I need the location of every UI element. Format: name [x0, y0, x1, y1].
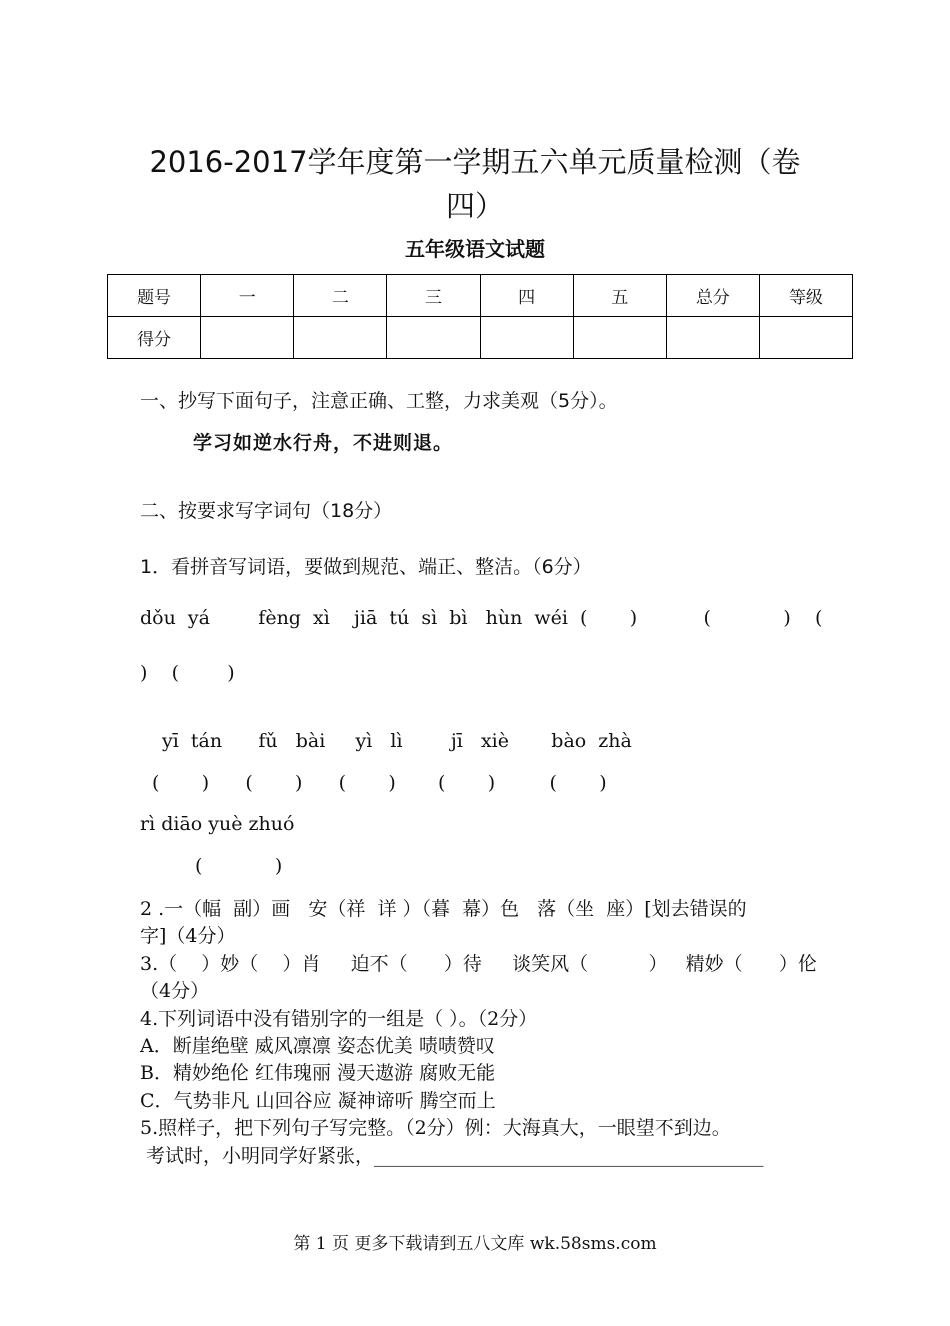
q1-row2-brackets[interactable]: ( ) ( ) ( ) ( ) ( ) [152, 772, 607, 794]
score-blank-cell[interactable] [201, 317, 294, 359]
score-blank-cell[interactable] [666, 317, 759, 359]
score-table-cell: 得分 [108, 317, 201, 359]
q1-row2-pinyin: yī tán fǔ bài yì lì jī xiè bào zhà [162, 730, 632, 752]
score-table-cell: 二 [294, 275, 387, 317]
q1-row1-pinyin: dǒu yá fèng xì jiā tú sì bì hùn wéi [140, 607, 568, 629]
q1-row1-brackets-cont[interactable]: ) ( ) [140, 662, 235, 684]
q4-prompt: 4.下列词语中没有错别字的一组是（ ）。（2分） [140, 1008, 538, 1030]
score-table-cell: 四 [480, 275, 573, 317]
score-table-score-row [108, 317, 853, 359]
q3-line1: 3.（ ）妙（ ）肖 迫不（ ）待 谈笑风（ ） 精妙（ ）伦 [140, 953, 817, 975]
q1-prompt: 1．看拼音写词语，要做到规范、端正、整洁。（6分） [140, 556, 592, 578]
score-blank-cell[interactable] [480, 317, 573, 359]
section1-sentence: 学习如逆水行舟，不进则退。 [193, 432, 454, 454]
q5-prompt: 5.照样子，把下列句子写完整。（2分）例：大海真大，一眼望不到边。 [140, 1117, 731, 1139]
page-title: 2016-2017学年度第一学期五六单元质量检测（卷 [149, 145, 801, 179]
score-table-header-row [108, 275, 853, 317]
section2-heading: 二、按要求写字词句（18分） [140, 500, 393, 522]
score-blank-cell[interactable] [387, 317, 480, 359]
q4-option-a[interactable]: A．断崖绝壁 威风凛凛 姿态优美 啧啧赞叹 [140, 1035, 495, 1057]
q3-line2: （4分） [140, 980, 210, 1002]
score-table-cell: 总分 [666, 275, 759, 317]
q1-row3-brackets[interactable]: ( ) [195, 855, 283, 877]
score-blank-cell[interactable] [294, 317, 387, 359]
q2-line1: 2 .一（幅 副）画 安（祥 详 ）（暮 幕）色 落（坐 座）[划去错误的 [140, 898, 747, 920]
score-table-cell: 等级 [759, 275, 852, 317]
section1-heading: 一、抄写下面句子，注意正确、工整，力求美观（5分）。 [140, 390, 618, 412]
q5-answer-line[interactable]: 考试时，小明同学好紧张，_________________________________________ [140, 1145, 764, 1167]
score-table [107, 274, 853, 359]
page-title-continued: 四） [445, 189, 504, 223]
score-blank-cell[interactable] [759, 317, 852, 359]
score-table-cell: 一 [201, 275, 294, 317]
score-table-cell: 三 [387, 275, 480, 317]
q1-row1-brackets[interactable]: ( ) ( ) ( [580, 607, 823, 629]
q2-line2: 字]（4分） [140, 925, 236, 947]
score-table-cell: 五 [573, 275, 666, 317]
q1-row3-pinyin: rì diāo yuè zhuó [140, 813, 295, 835]
score-blank-cell[interactable] [573, 317, 666, 359]
score-table-cell: 题号 [108, 275, 201, 317]
q4-option-c[interactable]: C．气势非凡 山回谷应 凝神谛听 腾空而上 [140, 1090, 496, 1112]
page-subtitle: 五年级语文试题 [405, 237, 545, 261]
q4-option-b[interactable]: B．精妙绝伦 红伟瑰丽 漫天遨游 腐败无能 [140, 1062, 496, 1084]
page-footer: 第 1 页 更多下载请到五八文库 wk.58sms.com [293, 1234, 657, 1254]
